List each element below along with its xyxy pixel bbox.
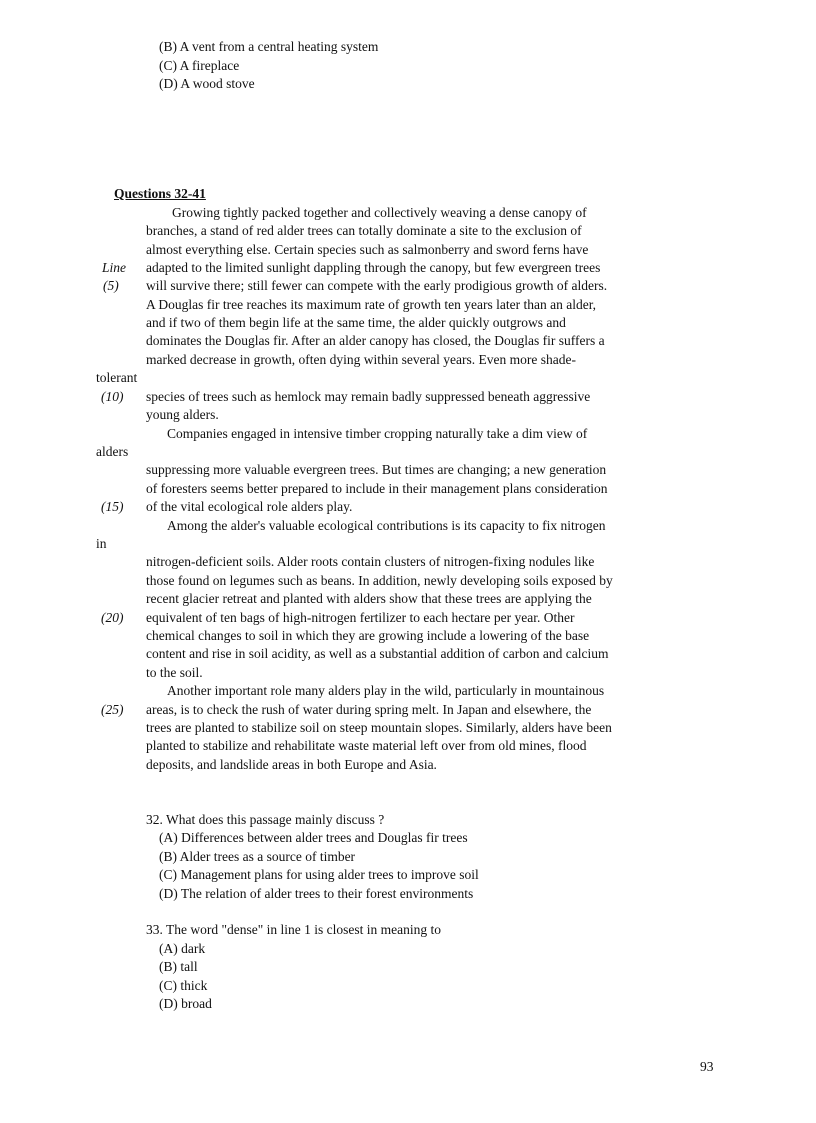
passage-line: nitrogen-deficient soils. Alder roots contain clusters of nitrogen-fixing nodules like — [146, 554, 595, 569]
passage-line: equivalent of ten bags of high-nitrogen fertilizer to each hectare per year. Other — [146, 610, 575, 625]
passage-line: trees are planted to stabilize soil on steep mountain slopes. Similarly, alders have been — [146, 720, 612, 735]
prev-option-d: (D) A wood stove — [159, 76, 255, 91]
passage-line: adapted to the limited sunlight dappling through the canopy, but few evergreen trees — [146, 260, 601, 275]
line-number-25: (25) — [101, 702, 124, 717]
passage-line: recent glacier retreat and planted with alders show that these trees are applying the — [146, 591, 592, 606]
passage-line: those found on legumes such as beans. In addition, newly developing soils exposed by — [146, 573, 613, 588]
passage-line: alders — [96, 444, 129, 459]
question-32-stem: 32. What does this passage mainly discuss ? — [146, 812, 385, 827]
passage-line: will survive there; still fewer can compete with the early prodigious growth of alders. — [146, 278, 608, 293]
passage-line: content and rise in soil acidity, as well as a substantial addition of carbon and calcium — [146, 646, 609, 661]
passage-line: Companies engaged in intensive timber cropping naturally take a dim view of — [167, 426, 588, 441]
passage-line: marked decrease in growth, often dying within several years. Even more shade- — [146, 352, 576, 367]
passage-line: deposits, and landslide areas in both Europe and Asia. — [146, 757, 437, 772]
question-33-option-c[interactable]: (C) thick — [159, 978, 208, 993]
line-number-5: (5) — [103, 278, 119, 293]
passage-line: suppressing more valuable evergreen trees. But times are changing; a new generation — [146, 462, 607, 477]
prev-option-c: (C) A fireplace — [159, 58, 240, 73]
line-number-10: (10) — [101, 389, 124, 404]
passage-line: to the soil. — [146, 665, 203, 680]
passage-line: young alders. — [146, 407, 219, 422]
passage-line: tolerant — [96, 370, 138, 385]
passage-line: and if two of them begin life at the same time, the alder quickly outgrows and — [146, 315, 566, 330]
passage-line: Another important role many alders play in the wild, particularly in mountainous — [167, 683, 605, 698]
passage-line: planted to stabilize and rehabilitate waste material left over from old mines, flood — [146, 738, 587, 753]
questions-heading: Questions 32-41 — [114, 186, 206, 201]
line-number-20: (20) — [101, 610, 124, 625]
passage-line: almost everything else. Certain species such as salmonberry and sword ferns have — [146, 242, 589, 257]
question-33-option-a[interactable]: (A) dark — [159, 941, 206, 956]
question-32-option-b[interactable]: (B) Alder trees as a source of timber — [159, 849, 356, 864]
passage-line: of foresters seems better prepared to include in their management plans consideration — [146, 481, 608, 496]
passage-line: Growing tightly packed together and collectively weaving a dense canopy of — [172, 205, 587, 220]
line-number-15: (15) — [101, 499, 124, 514]
passage-line: A Douglas fir tree reaches its maximum rate of growth ten years later than an alder, — [146, 297, 597, 312]
line-label: Line — [102, 260, 127, 275]
passage-line: branches, a stand of red alder trees can totally dominate a site to the exclusion of — [146, 223, 582, 238]
passage-line: dominates the Douglas fir. After an alder canopy has closed, the Douglas fir suffers a — [146, 333, 605, 348]
passage-line: Among the alder's valuable ecological contributions is its capacity to fix nitrogen — [167, 518, 606, 533]
question-33-option-b[interactable]: (B) tall — [159, 959, 198, 974]
page-number: 93 — [700, 1059, 714, 1074]
question-32-option-c[interactable]: (C) Management plans for using alder trees to improve soil — [159, 867, 479, 882]
passage-line: of the vital ecological role alders play. — [146, 499, 353, 514]
question-33-option-d[interactable]: (D) broad — [159, 996, 212, 1011]
question-32-option-d[interactable]: (D) The relation of alder trees to their forest environments — [159, 886, 474, 901]
passage-line: areas, is to check the rush of water during spring melt. In Japan and elsewhere, the — [146, 702, 592, 717]
passage-line: in — [96, 536, 107, 551]
prev-option-b: (B) A vent from a central heating system — [159, 39, 379, 54]
question-33-stem: 33. The word "dense" in line 1 is closest in meaning to — [146, 922, 441, 937]
passage-line: chemical changes to soil in which they are growing include a lowering of the base — [146, 628, 590, 643]
question-32-option-a[interactable]: (A) Differences between alder trees and Douglas fir trees — [159, 830, 468, 845]
passage-line: species of trees such as hemlock may remain badly suppressed beneath aggressive — [146, 389, 591, 404]
